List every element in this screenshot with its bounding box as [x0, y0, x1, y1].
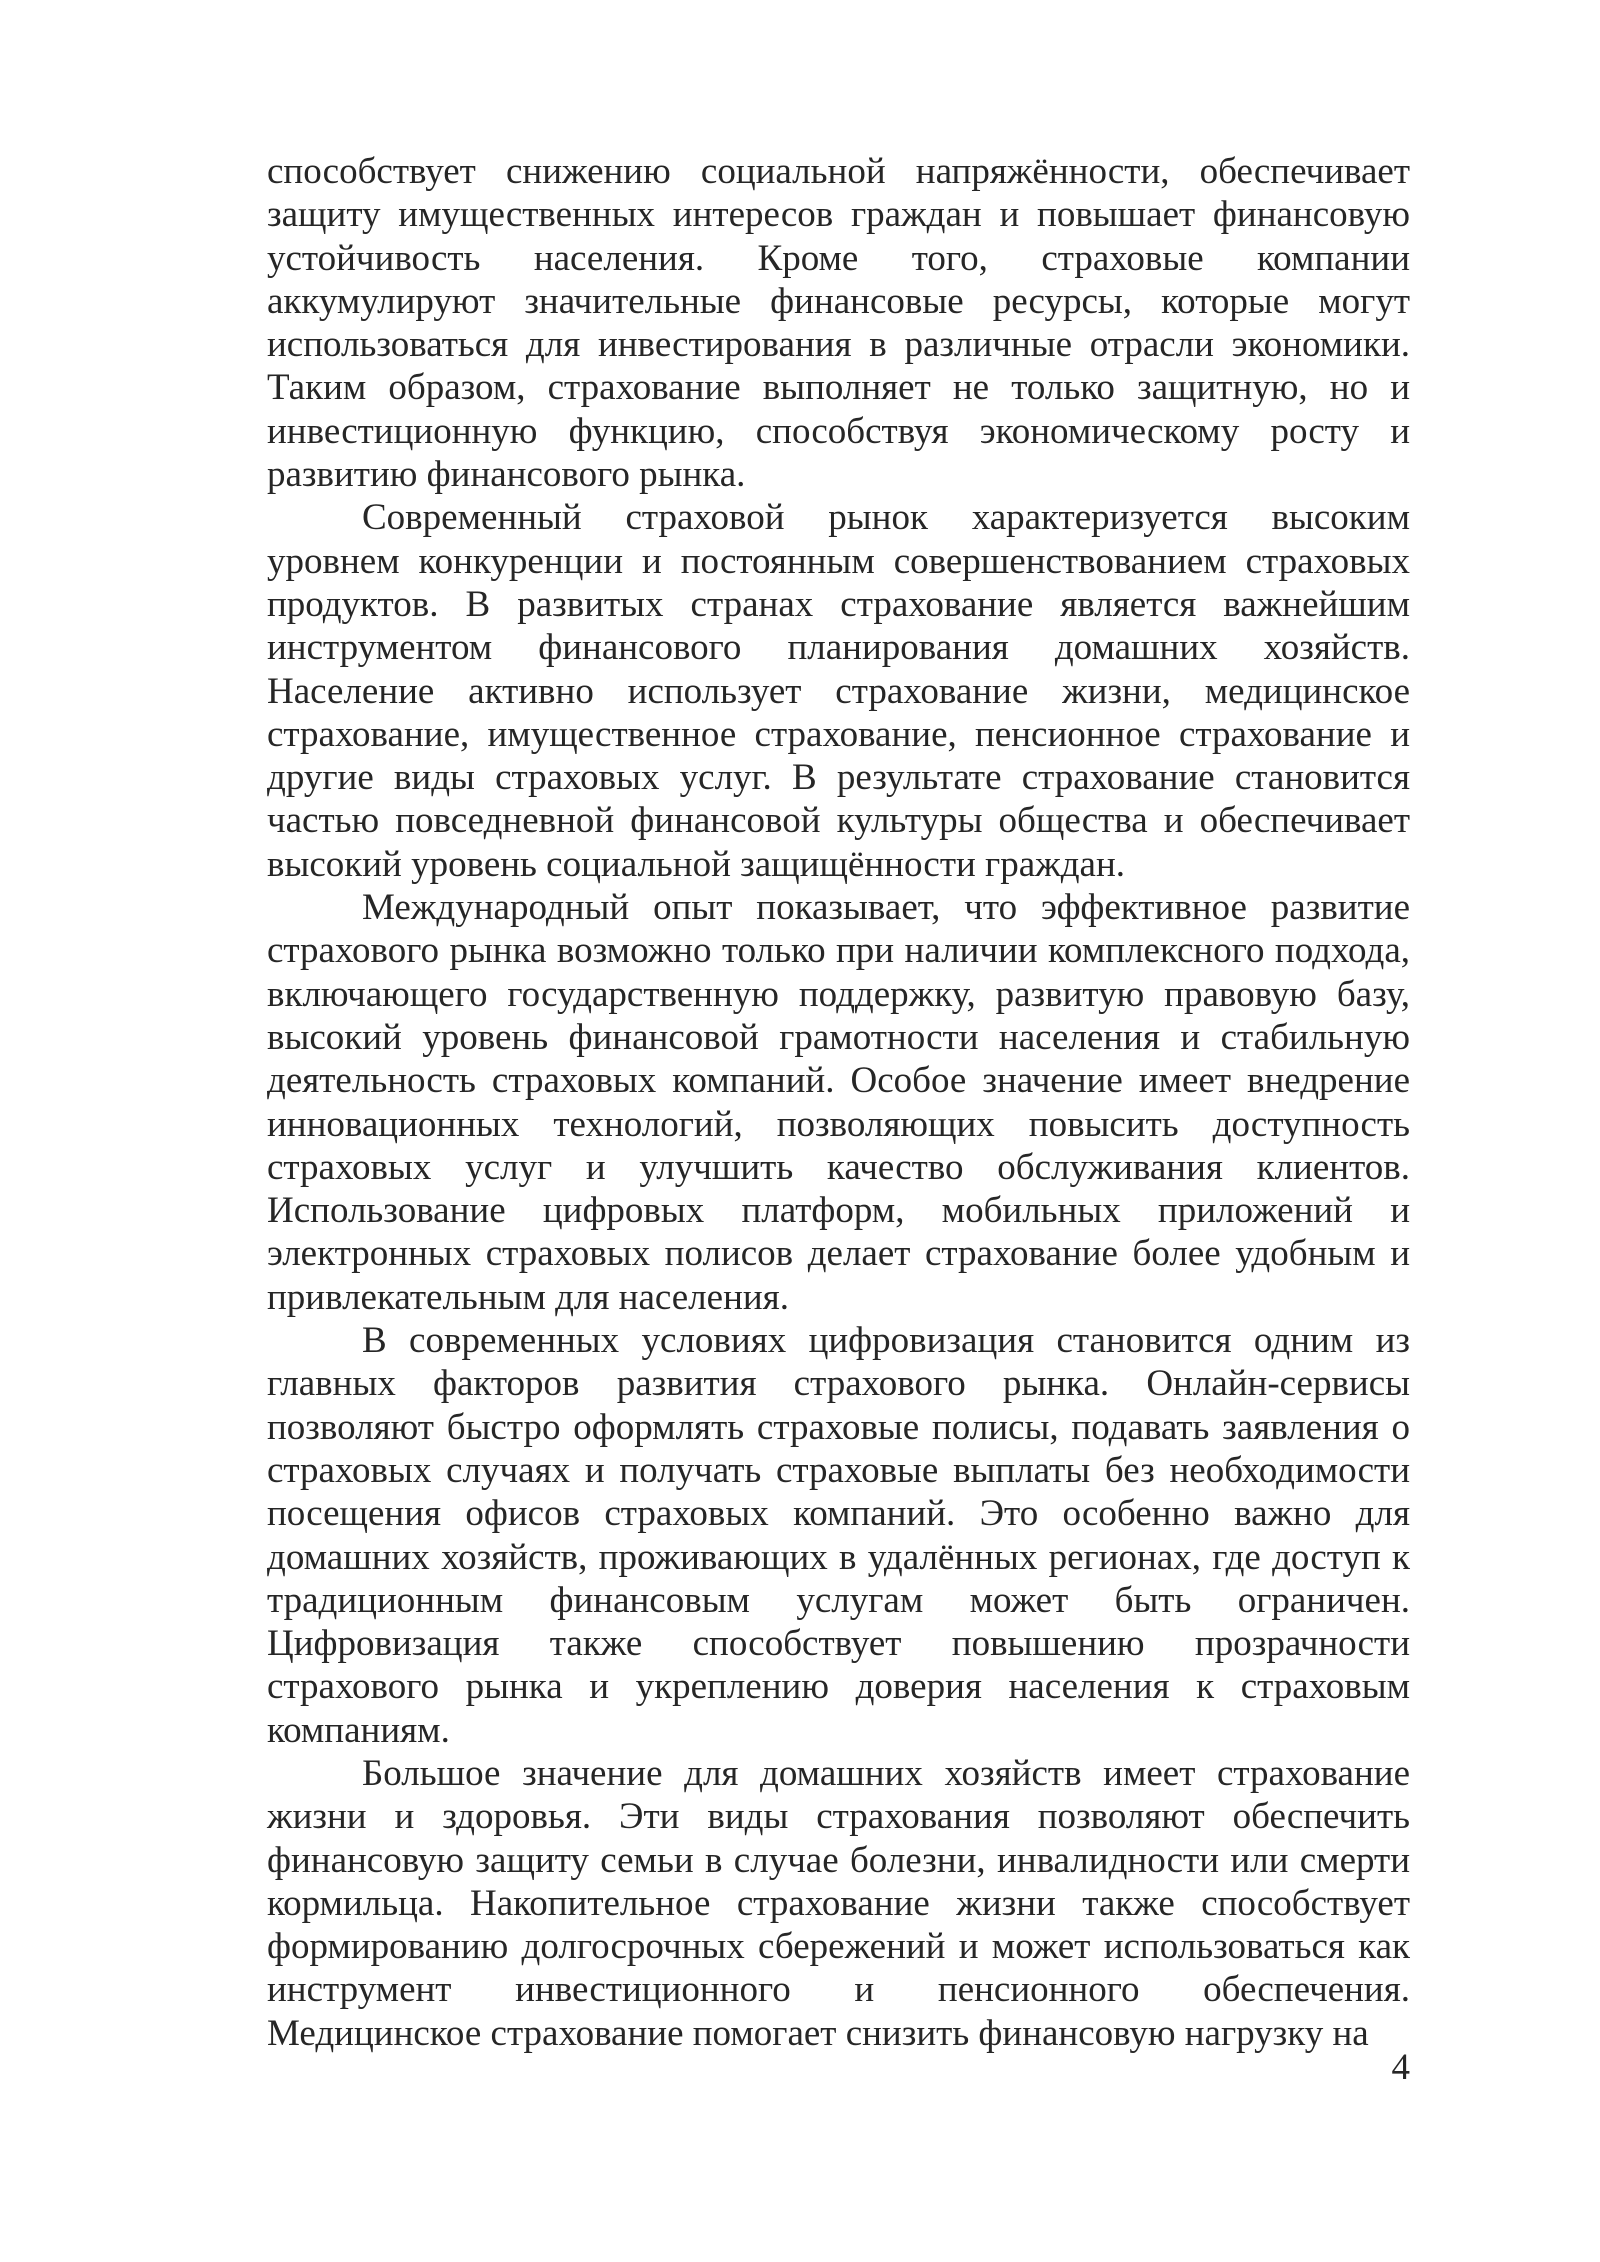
page-number: 4 — [1391, 2047, 1410, 2088]
paragraph-insurance-market: Современный страховой рынок характеризуется высоким уровнем конкуренции и постоянным совершенствованием страховых продуктов. В развитых странах страхование является важнейшим инструментом финансового планирования домашних хозяйств. Население активно использует страхование жизни, медицинское страхование, имущественное страхование, пенсионное страхование и другие виды страховых услуг. В результате страхование становится частью повседневной финансовой культуры общества и обеспечивает высокий уровень социальной защищённости граждан. — [267, 497, 1410, 885]
paragraph-digitalization: В современных условиях цифровизация становится одним из главных факторов развития страхового рынка. Онлайн-сервисы позволяют быстро оформлять страховые полисы, подавать заявления о страховых случаях и получать страховые выплаты без необходимости посещения офисов страховых компаний. Это особенно важно для домашних хозяйств, проживающих в удалённых регионах, где доступ к традиционным финансовым услугам может быть ограничен. Цифровизация также способствует повышению прозрачности страхового рынка и укреплению доверия населения к страховым компаниям. — [267, 1320, 1410, 1751]
paragraph-life-health-insurance: Большое значение для домашних хозяйств имеет страхование жизни и здоровья. Эти виды страхования позволяют обеспечить финансовую защиту семьи в случае болезни, инвалидности или смерти кормильца. Накопительное страхование жизни также способствует формированию долгосрочных сбережений и может использоваться как инструмент инвестиционного и пенсионного обеспечения. Медицинское страхование помогает снизить финансовую нагрузку на — [267, 1752, 1410, 2054]
paragraph-continuation: способствует снижению социальной напряжённости, обеспечивает защиту имущественных интересов граждан и повышает финансовую устойчивость населения. Кроме того, страховые компании аккумулируют значительные финансовые ресурсы, которые могут использоваться для инвестирования в различные отрасли экономики. Таким образом, страхование выполняет не только защитную, но и инвестиционную функцию, способствуя экономическому росту и развитию финансового рынка. — [267, 151, 1410, 496]
paragraph-international-experience: Международный опыт показывает, что эффективное развитие страхового рынка возможно только при наличии комплексного подхода, включающего государственную поддержку, развитую правовую базу, высокий уровень финансовой грамотности населения и стабильную деятельность страховых компаний. Особое значение имеет внедрение инновационных технологий, позволяющих повысить доступность страховых услуг и улучшить качество обслуживания клиентов. Использование цифровых платформ, мобильных приложений и электронных страховых полисов делает страхование более удобным и привлекательным для населения. — [267, 887, 1410, 1318]
document-body — [267, 150, 1410, 2055]
